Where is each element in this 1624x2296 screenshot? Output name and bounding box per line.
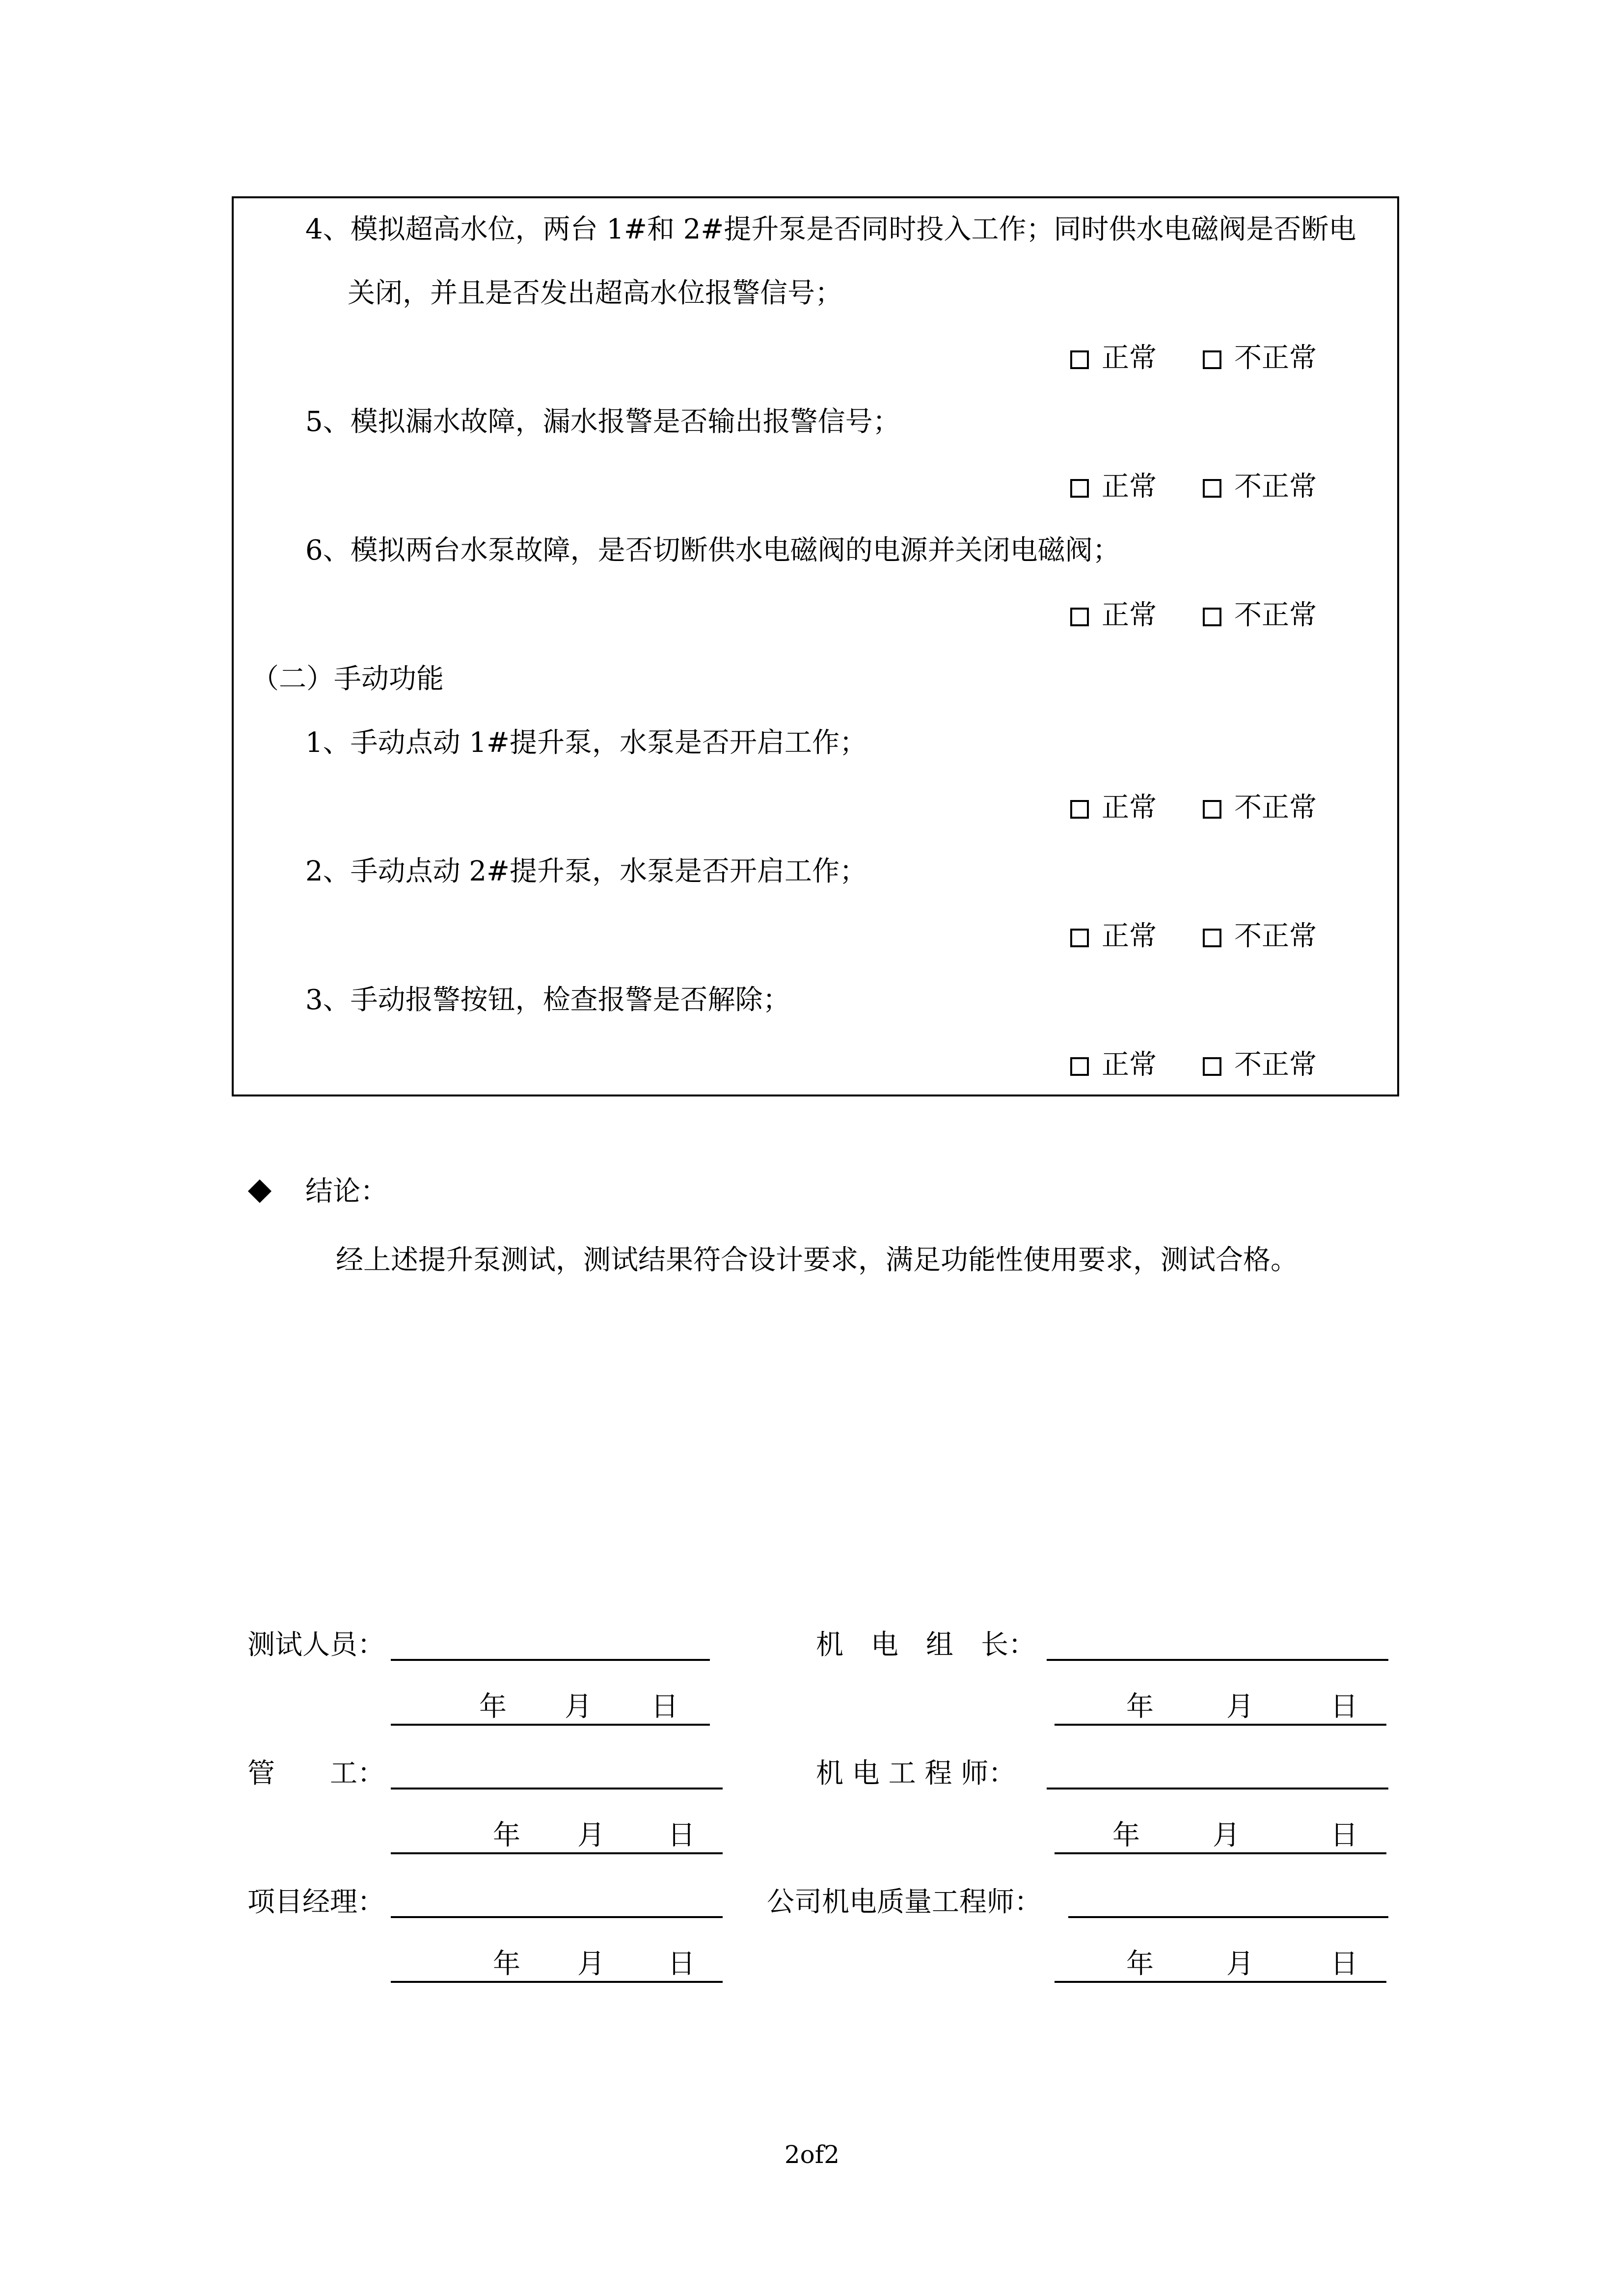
- manual-item-2-text: 2、手动点动 2#提升泵，水泵是否开启工作；: [305, 855, 867, 887]
- checklist-table: [232, 196, 1399, 1096]
- project-manager-signature-line[interactable]: [391, 1916, 723, 1918]
- normal-label: 正常: [1102, 471, 1157, 503]
- page-number: 2of2: [784, 2140, 840, 2169]
- normal-label: 正常: [1102, 342, 1157, 374]
- me-engineer-signature-line[interactable]: [1047, 1788, 1388, 1789]
- tester-date-month: 月: [565, 1691, 592, 1723]
- company-engineer-label: 公司机电质量工程师：: [767, 1886, 1042, 1918]
- company-engineer-date-year: 年: [1126, 1948, 1154, 1980]
- tester-date-day: 日: [651, 1691, 678, 1723]
- checkbox-normal[interactable]: [1070, 350, 1089, 369]
- checkbox-normal[interactable]: [1070, 608, 1089, 626]
- abnormal-label: 不正常: [1234, 471, 1317, 503]
- abnormal-label: 不正常: [1234, 1049, 1317, 1081]
- normal-label: 正常: [1102, 792, 1157, 824]
- checkbox-normal[interactable]: [1070, 1057, 1089, 1076]
- conclusion-text: 经上述提升泵测试，测试结果符合设计要求，满足功能性使用要求，测试合格。: [336, 1244, 1298, 1276]
- item-4-options: [1070, 343, 1317, 374]
- pipe-worker-date-year: 年: [493, 1819, 520, 1851]
- abnormal-label: 不正常: [1234, 599, 1317, 631]
- project-manager-label: 项目经理：: [247, 1886, 385, 1918]
- tester-date-year: 年: [479, 1691, 507, 1723]
- item-6-text: 6、模拟两台水泵故障，是否切断供水电磁阀的电源并关闭电磁阀；: [305, 534, 1120, 566]
- normal-label: 正常: [1102, 920, 1157, 952]
- manual-item-3-options: [1070, 1049, 1317, 1081]
- item-4-text-line2: 关闭，并且是否发出超高水位报警信号；: [348, 277, 842, 309]
- conclusion-heading: 结论：: [305, 1175, 388, 1207]
- group-leader-label: 机 电 组 长：: [816, 1629, 1036, 1661]
- tester-label: 测试人员：: [247, 1629, 385, 1661]
- company-engineer-date-day: 日: [1330, 1948, 1358, 1980]
- pipe-worker-signature-line[interactable]: [391, 1788, 723, 1789]
- me-engineer-date-day: 日: [1330, 1819, 1358, 1851]
- checkbox-normal[interactable]: [1070, 929, 1089, 947]
- checkbox-abnormal[interactable]: [1203, 479, 1221, 498]
- manual-item-1-options: [1070, 792, 1317, 824]
- company-engineer-signature-line[interactable]: [1068, 1916, 1388, 1918]
- checkbox-abnormal[interactable]: [1203, 800, 1221, 819]
- checkbox-abnormal[interactable]: [1203, 929, 1221, 947]
- checkbox-abnormal[interactable]: [1203, 608, 1221, 626]
- abnormal-label: 不正常: [1234, 792, 1317, 824]
- abnormal-label: 不正常: [1234, 342, 1317, 374]
- project-manager-date-day: 日: [668, 1948, 695, 1980]
- me-engineer-date-line[interactable]: [1055, 1852, 1386, 1854]
- group-leader-date-line[interactable]: [1055, 1724, 1386, 1726]
- pipe-worker-date-month: 月: [577, 1819, 605, 1851]
- manual-item-3-text: 3、手动报警按钮，检查报警是否解除；: [305, 984, 790, 1016]
- item-4-text-line1: 4、模拟超高水位，两台 1#和 2#提升泵是否同时投入工作；同时供水电磁阀是否断电: [305, 214, 1356, 245]
- project-manager-date-year: 年: [493, 1948, 520, 1980]
- diamond-bullet-icon: [248, 1179, 271, 1203]
- project-manager-date-month: 月: [577, 1948, 605, 1980]
- me-engineer-date-month: 月: [1213, 1819, 1240, 1851]
- normal-label: 正常: [1102, 599, 1157, 631]
- company-engineer-date-line[interactable]: [1055, 1981, 1386, 1983]
- item-6-options: [1070, 600, 1317, 631]
- manual-item-1-text: 1、手动点动 1#提升泵，水泵是否开启工作；: [305, 727, 867, 759]
- normal-label: 正常: [1102, 1049, 1157, 1081]
- group-leader-date-year: 年: [1126, 1691, 1154, 1723]
- tester-date-line[interactable]: [391, 1724, 710, 1726]
- pipe-worker-date-line[interactable]: [391, 1852, 723, 1854]
- pipe-worker-label: 管 工：: [247, 1758, 385, 1789]
- pipe-worker-date-day: 日: [668, 1819, 695, 1851]
- section-manual-heading: （二）手动功能: [251, 663, 444, 695]
- checkbox-normal[interactable]: [1070, 479, 1089, 498]
- group-leader-date-month: 月: [1226, 1691, 1254, 1723]
- item-5-options: [1070, 471, 1317, 503]
- me-engineer-label: 机 电 工 程 师：: [816, 1758, 1016, 1789]
- checkbox-normal[interactable]: [1070, 800, 1089, 819]
- group-leader-signature-line[interactable]: [1047, 1659, 1388, 1661]
- project-manager-date-line[interactable]: [391, 1981, 723, 1983]
- checkbox-abnormal[interactable]: [1203, 350, 1221, 369]
- company-engineer-date-month: 月: [1226, 1948, 1254, 1980]
- manual-item-2-options: [1070, 921, 1317, 952]
- abnormal-label: 不正常: [1234, 920, 1317, 952]
- group-leader-date-day: 日: [1330, 1691, 1358, 1723]
- item-5-text: 5、模拟漏水故障，漏水报警是否输出报警信号；: [305, 406, 900, 438]
- tester-signature-line[interactable]: [391, 1659, 710, 1661]
- checkbox-abnormal[interactable]: [1203, 1057, 1221, 1076]
- me-engineer-date-year: 年: [1112, 1819, 1140, 1851]
